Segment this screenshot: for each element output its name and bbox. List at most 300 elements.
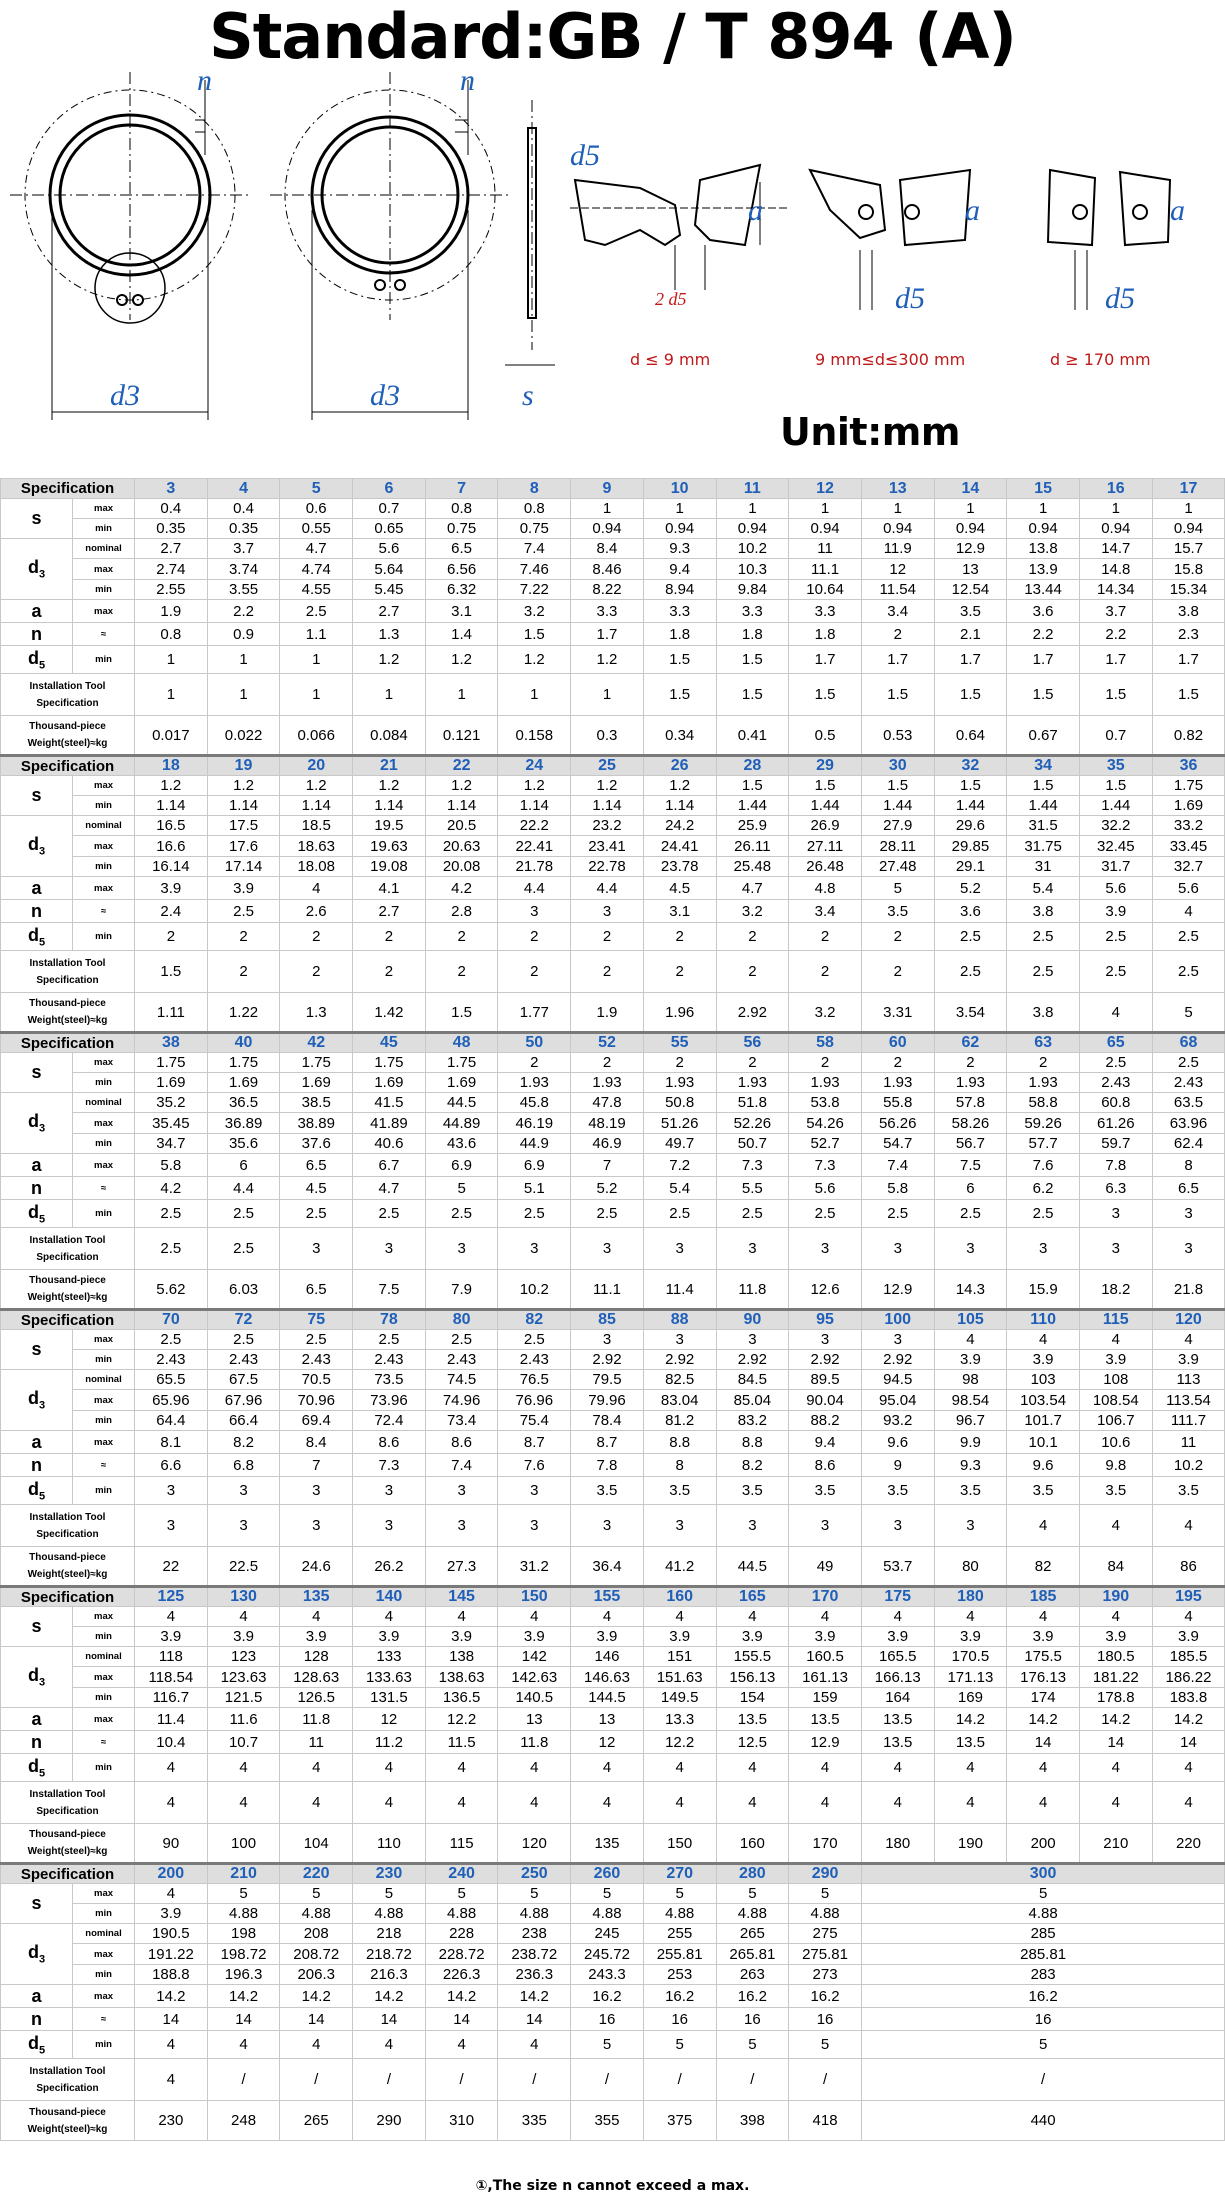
table-cell: 3.5 bbox=[1079, 1477, 1152, 1505]
table-cell: 0.67 bbox=[1007, 716, 1080, 756]
sub-min: min bbox=[73, 1134, 135, 1154]
table-cell: 3.9 bbox=[643, 1627, 716, 1647]
spec-value: 29 bbox=[789, 756, 862, 776]
fig-caption-large: d ≥ 170 mm bbox=[1050, 350, 1151, 369]
tool-label-line1: Installation Tool bbox=[29, 2065, 106, 2077]
table-cell: 171.13 bbox=[934, 1667, 1007, 1688]
table-cell: 3.5 bbox=[934, 1477, 1007, 1505]
spec-value: 3 bbox=[135, 479, 208, 499]
footnote: ①,The size n cannot exceed a max. bbox=[475, 2178, 750, 2194]
table-cell: 3 bbox=[135, 1505, 208, 1547]
table-cell: 2 bbox=[716, 1053, 789, 1073]
param-d5 bbox=[1, 1477, 73, 1505]
param-s-text: s bbox=[31, 785, 42, 805]
spec-value: 80 bbox=[425, 1310, 498, 1330]
table-cell: 150 bbox=[643, 1824, 716, 1864]
table-cell: 16.6 bbox=[135, 836, 208, 857]
table-cell: 7.4 bbox=[425, 1454, 498, 1477]
table-cell: 1.2 bbox=[571, 776, 644, 796]
table-cell: 53.7 bbox=[861, 1547, 934, 1587]
table-cell: 74.96 bbox=[425, 1390, 498, 1411]
param-d3-subscript: 3 bbox=[38, 1676, 46, 1689]
table-cell: 3.9 bbox=[1152, 1350, 1225, 1370]
row-d3_nom bbox=[1, 539, 1225, 559]
row-d3_max bbox=[1, 1667, 1225, 1688]
row-d3_min bbox=[1, 1688, 1225, 1708]
table-cell: 17.6 bbox=[207, 836, 280, 857]
table-cell: 2.5 bbox=[280, 600, 353, 623]
table-cell: 6.9 bbox=[498, 1154, 571, 1177]
table-cell: 5.8 bbox=[861, 1177, 934, 1200]
table-cell: 4 bbox=[643, 1607, 716, 1627]
spec-value: 95 bbox=[789, 1310, 862, 1330]
table-cell: 4 bbox=[425, 1782, 498, 1824]
table-cell: 1.14 bbox=[643, 796, 716, 816]
spec-value: 135 bbox=[280, 1587, 353, 1607]
weight-label bbox=[1, 1270, 135, 1310]
table-cell: 70.96 bbox=[280, 1390, 353, 1411]
weight-label bbox=[1, 1824, 135, 1864]
table-cell: 1.7 bbox=[1079, 646, 1152, 674]
table-cell: 1.2 bbox=[425, 776, 498, 796]
table-cell: 113.54 bbox=[1152, 1390, 1225, 1411]
table-cell: 1.5 bbox=[789, 776, 862, 796]
table-cell: 4 bbox=[280, 1607, 353, 1627]
param-d3-subscript: 3 bbox=[38, 1122, 46, 1135]
table-cell: 3.9 bbox=[1079, 900, 1152, 923]
spec-value: 78 bbox=[353, 1310, 426, 1330]
table-cell: 8.94 bbox=[643, 580, 716, 600]
table-cell: 5.4 bbox=[1007, 877, 1080, 900]
table-cell: 355 bbox=[571, 2101, 644, 2141]
param-a bbox=[1, 877, 73, 900]
table-cell: 2.5 bbox=[135, 1330, 208, 1350]
table-cell: 2.92 bbox=[861, 1350, 934, 1370]
table-cell: 26.48 bbox=[789, 857, 862, 877]
table-cell: 290 bbox=[353, 2101, 426, 2141]
table-cell: 2.5 bbox=[207, 900, 280, 923]
table-cell: 3 bbox=[861, 1505, 934, 1547]
sub-min: min bbox=[73, 2031, 135, 2059]
table-cell: 0.94 bbox=[571, 519, 644, 539]
spec-value: 34 bbox=[1007, 756, 1080, 776]
table-cell: 65.5 bbox=[135, 1370, 208, 1390]
table-cell: 47.8 bbox=[571, 1093, 644, 1113]
spec-value: 85 bbox=[571, 1310, 644, 1330]
table-cell: 41.2 bbox=[643, 1547, 716, 1587]
table-cell: 1.14 bbox=[280, 796, 353, 816]
sub-max: max bbox=[73, 1708, 135, 1731]
table-cell: 5 bbox=[861, 1884, 1224, 1904]
table-cell: 1.2 bbox=[207, 776, 280, 796]
table-cell: 4.1 bbox=[353, 877, 426, 900]
table-cell: 9.4 bbox=[789, 1431, 862, 1454]
table-cell: 1.69 bbox=[135, 1073, 208, 1093]
table-cell: 3.8 bbox=[1152, 600, 1225, 623]
table-cell: 19.63 bbox=[353, 836, 426, 857]
table-cell: 9.9 bbox=[934, 1431, 1007, 1454]
table-cell: 0.94 bbox=[789, 519, 862, 539]
table-cell: 4 bbox=[280, 877, 353, 900]
table-cell: 4.88 bbox=[716, 1904, 789, 1924]
table-cell: 48.19 bbox=[571, 1113, 644, 1134]
table-cell: 11.8 bbox=[498, 1731, 571, 1754]
table-cell: 8.7 bbox=[571, 1431, 644, 1454]
table-cell: 15.7 bbox=[1152, 539, 1225, 559]
table-cell: 51.8 bbox=[716, 1093, 789, 1113]
table-cell: 14.2 bbox=[1079, 1708, 1152, 1731]
table-cell: 14.2 bbox=[498, 1985, 571, 2008]
table-cell: 8.22 bbox=[571, 580, 644, 600]
table-cell: 13.5 bbox=[934, 1731, 1007, 1754]
row-n bbox=[1, 2008, 1225, 2031]
table-cell: 1 bbox=[1152, 499, 1225, 519]
param-d5-subscript: 5 bbox=[38, 1490, 46, 1503]
table-cell: 2 bbox=[207, 923, 280, 951]
table-cell: 52.26 bbox=[716, 1113, 789, 1134]
table-cell: 138.63 bbox=[425, 1667, 498, 1688]
table-cell: 2.5 bbox=[716, 1200, 789, 1228]
table-cell: 2 bbox=[571, 1053, 644, 1073]
table-cell: 18.2 bbox=[1079, 1270, 1152, 1310]
spec-value: 30 bbox=[861, 756, 934, 776]
row-d3_min bbox=[1, 1134, 1225, 1154]
table-cell: 2 bbox=[353, 951, 426, 993]
table-cell: 0.65 bbox=[353, 519, 426, 539]
table-cell: 18.63 bbox=[280, 836, 353, 857]
fig-label-a: a bbox=[748, 194, 763, 227]
table-cell: 11 bbox=[1152, 1431, 1225, 1454]
table-cell: 16.5 bbox=[135, 816, 208, 836]
table-cell: 1.5 bbox=[643, 646, 716, 674]
table-cell: 75.4 bbox=[498, 1411, 571, 1431]
row-s_min bbox=[1, 1073, 1225, 1093]
table-cell: 41.5 bbox=[353, 1093, 426, 1113]
table-cell: 5 bbox=[207, 1884, 280, 1904]
spec-value: 240 bbox=[425, 1864, 498, 1884]
table-cell: 44.5 bbox=[425, 1093, 498, 1113]
table-cell: 4 bbox=[1079, 1754, 1152, 1782]
table-cell: 5 bbox=[353, 1884, 426, 1904]
table-cell: 2.5 bbox=[571, 1200, 644, 1228]
table-cell: 142.63 bbox=[498, 1667, 571, 1688]
table-cell: 14 bbox=[353, 2008, 426, 2031]
table-cell: 7 bbox=[280, 1454, 353, 1477]
table-cell: 23.41 bbox=[571, 836, 644, 857]
sub-min: min bbox=[73, 1477, 135, 1505]
table-cell: 24.2 bbox=[643, 816, 716, 836]
table-cell: 61.26 bbox=[1079, 1113, 1152, 1134]
fig-label-d5: d5 bbox=[570, 139, 600, 172]
table-cell: 6.32 bbox=[425, 580, 498, 600]
table-cell: 1 bbox=[135, 674, 208, 716]
table-cell: 2.92 bbox=[716, 1350, 789, 1370]
tool-label-line2: Specification bbox=[36, 1805, 99, 1817]
table-cell: 13.5 bbox=[861, 1731, 934, 1754]
table-cell: 1.14 bbox=[498, 796, 571, 816]
table-cell: 0.53 bbox=[861, 716, 934, 756]
table-cell: 5 bbox=[861, 2031, 1224, 2059]
table-cell: 0.7 bbox=[353, 499, 426, 519]
table-cell: 3 bbox=[498, 1505, 571, 1547]
table-cell: 59.7 bbox=[1079, 1134, 1152, 1154]
row-a_max bbox=[1, 1708, 1225, 1731]
table-cell: 81.2 bbox=[643, 1411, 716, 1431]
table-cell: 3.4 bbox=[789, 900, 862, 923]
param-s-text: s bbox=[31, 1893, 42, 1913]
table-cell: 236.3 bbox=[498, 1965, 571, 1985]
table-cell: 136.5 bbox=[425, 1688, 498, 1708]
table-cell: 1.96 bbox=[643, 993, 716, 1033]
row-d3_nom bbox=[1, 816, 1225, 836]
table-cell: 11.1 bbox=[789, 559, 862, 580]
table-cell: 4 bbox=[425, 2031, 498, 2059]
weight-label bbox=[1, 993, 135, 1033]
table-cell: 25.48 bbox=[716, 857, 789, 877]
table-cell: 3.5 bbox=[716, 1477, 789, 1505]
table-cell: 29.85 bbox=[934, 836, 1007, 857]
table-cell: 98.54 bbox=[934, 1390, 1007, 1411]
table-cell: / bbox=[280, 2059, 353, 2101]
row-d3_max bbox=[1, 559, 1225, 580]
table-cell: 1.5 bbox=[643, 674, 716, 716]
table-cell: 1.8 bbox=[716, 623, 789, 646]
param-d3 bbox=[1, 1924, 73, 1985]
table-cell: 4 bbox=[280, 1754, 353, 1782]
weight-label-line2: Weight(steel)≈kg bbox=[27, 1569, 108, 1580]
table-cell: / bbox=[716, 2059, 789, 2101]
table-cell: 1.5 bbox=[861, 674, 934, 716]
spec-value: 56 bbox=[716, 1033, 789, 1053]
table-cell: 20.5 bbox=[425, 816, 498, 836]
table-cell: 3.9 bbox=[934, 1350, 1007, 1370]
table-cell: 4.88 bbox=[280, 1904, 353, 1924]
table-cell: 86 bbox=[1152, 1547, 1225, 1587]
table-cell: 3 bbox=[934, 1228, 1007, 1270]
table-cell: 16.2 bbox=[643, 1985, 716, 2008]
table-cell: 16 bbox=[571, 2008, 644, 2031]
table-cell: 11 bbox=[280, 1731, 353, 1754]
page-title: Standard:GB / T 894 (A) bbox=[209, 0, 1016, 73]
table-cell: 4 bbox=[1007, 1607, 1080, 1627]
table-cell: 4 bbox=[716, 1607, 789, 1627]
table-cell: 74.5 bbox=[425, 1370, 498, 1390]
table-cell: 4.4 bbox=[498, 877, 571, 900]
spec-label: Specification bbox=[1, 1587, 135, 1607]
table-cell: 2.3 bbox=[1152, 623, 1225, 646]
sub-nominal: nominal bbox=[73, 539, 135, 559]
table-cell: 146 bbox=[571, 1647, 644, 1667]
sub-nominal: nominal bbox=[73, 816, 135, 836]
fig-label-d3-2: d3 bbox=[370, 379, 400, 412]
table-cell: 24.6 bbox=[280, 1547, 353, 1587]
param-d3-text: d bbox=[27, 1111, 39, 1132]
table-cell: 2 bbox=[425, 923, 498, 951]
table-cell: 27.11 bbox=[789, 836, 862, 857]
table-cell: 9.8 bbox=[1079, 1454, 1152, 1477]
table-cell: 1 bbox=[1007, 499, 1080, 519]
table-cell: 2 bbox=[716, 951, 789, 993]
table-cell: 31.75 bbox=[1007, 836, 1080, 857]
sub-min: min bbox=[73, 1904, 135, 1924]
row-d5_min bbox=[1, 2031, 1225, 2059]
table-cell: 5.6 bbox=[1079, 877, 1152, 900]
table-cell: 3 bbox=[1007, 1228, 1080, 1270]
tool-label-line1: Installation Tool bbox=[29, 1788, 106, 1800]
table-cell: 1.5 bbox=[934, 674, 1007, 716]
table-cell: 180.5 bbox=[1079, 1647, 1152, 1667]
table-cell: 253 bbox=[643, 1965, 716, 1985]
table-cell: 1.75 bbox=[1152, 776, 1225, 796]
table-cell: 72.4 bbox=[353, 1411, 426, 1431]
table-cell: 14.34 bbox=[1079, 580, 1152, 600]
table-cell: 90.04 bbox=[789, 1390, 862, 1411]
table-cell: 19.5 bbox=[353, 816, 426, 836]
unit-label: Unit:mm bbox=[780, 410, 960, 454]
table-cell: 4 bbox=[498, 1607, 571, 1627]
table-cell: 5 bbox=[571, 2031, 644, 2059]
row-a_max bbox=[1, 1154, 1225, 1177]
table-cell: 82.5 bbox=[643, 1370, 716, 1390]
table-cell: 1.75 bbox=[425, 1053, 498, 1073]
table-cell: 4 bbox=[571, 1607, 644, 1627]
table-cell: 32.7 bbox=[1152, 857, 1225, 877]
table-cell: 3.55 bbox=[207, 580, 280, 600]
table-cell: 27.3 bbox=[425, 1547, 498, 1587]
sub-nominal: nominal bbox=[73, 1924, 135, 1944]
table-cell: 1 bbox=[861, 499, 934, 519]
table-cell: 79.96 bbox=[571, 1390, 644, 1411]
table-cell: 3 bbox=[934, 1505, 1007, 1547]
table-cell: 28.11 bbox=[861, 836, 934, 857]
table-cell: 10.2 bbox=[1152, 1454, 1225, 1477]
table-cell: 4 bbox=[643, 1754, 716, 1782]
param-d3-text: d bbox=[27, 1388, 39, 1409]
sub-min: min bbox=[73, 1688, 135, 1708]
table-cell: 4 bbox=[498, 2031, 571, 2059]
row-d3_min bbox=[1, 1965, 1225, 1985]
table-cell: 1.5 bbox=[1007, 674, 1080, 716]
table-cell: 12.9 bbox=[861, 1270, 934, 1310]
table-cell: 285.81 bbox=[861, 1944, 1224, 1965]
spec-value: 28 bbox=[716, 756, 789, 776]
table-cell: 4.4 bbox=[207, 1177, 280, 1200]
table-cell: 2.5 bbox=[1007, 951, 1080, 993]
table-cell: 3.7 bbox=[207, 539, 280, 559]
weight-label-line1: Thousand-piece bbox=[29, 998, 106, 1009]
sub-min: min bbox=[73, 796, 135, 816]
table-cell: 4 bbox=[1152, 1505, 1225, 1547]
spec-value: 62 bbox=[934, 1033, 1007, 1053]
sub-nominal: nominal bbox=[73, 1647, 135, 1667]
table-cell: 1.11 bbox=[135, 993, 208, 1033]
table-cell: 65.96 bbox=[135, 1390, 208, 1411]
table-cell: 49 bbox=[789, 1547, 862, 1587]
table-cell: 10.4 bbox=[135, 1731, 208, 1754]
spec-value: 110 bbox=[1007, 1310, 1080, 1330]
ring-side-view bbox=[505, 100, 555, 365]
table-cell: 63.96 bbox=[1152, 1113, 1225, 1134]
table-cell: 1.5 bbox=[1007, 776, 1080, 796]
table-cell: 8 bbox=[643, 1454, 716, 1477]
table-cell: 10.1 bbox=[1007, 1431, 1080, 1454]
table-cell: 440 bbox=[861, 2101, 1224, 2141]
param-n bbox=[1, 623, 73, 646]
table-cell: 2.5 bbox=[135, 1228, 208, 1270]
param-d5 bbox=[1, 646, 73, 674]
table-cell: 1.2 bbox=[498, 646, 571, 674]
table-cell: 255 bbox=[643, 1924, 716, 1944]
table-cell: 2 bbox=[207, 951, 280, 993]
table-cell: 3 bbox=[498, 900, 571, 923]
table-cell: 2.43 bbox=[425, 1350, 498, 1370]
table-cell: 11.8 bbox=[716, 1270, 789, 1310]
table-cell: 85.04 bbox=[716, 1390, 789, 1411]
table-cell: 8.1 bbox=[135, 1431, 208, 1454]
table-cell: 116.7 bbox=[135, 1688, 208, 1708]
table-cell: 1.5 bbox=[1152, 674, 1225, 716]
weight-label bbox=[1, 2101, 135, 2141]
table-cell: 2 bbox=[280, 951, 353, 993]
table-cell: 1.69 bbox=[425, 1073, 498, 1093]
table-cell: 13.5 bbox=[789, 1708, 862, 1731]
table-cell: 10.7 bbox=[207, 1731, 280, 1754]
table-cell: / bbox=[353, 2059, 426, 2101]
spec-value: 22 bbox=[425, 756, 498, 776]
row-s_max bbox=[1, 1607, 1225, 1627]
table-cell: 12.54 bbox=[934, 580, 1007, 600]
row-tool bbox=[1, 2059, 1225, 2101]
table-cell: 3 bbox=[425, 1228, 498, 1270]
table-cell: 36.89 bbox=[207, 1113, 280, 1134]
table-cell: 2 bbox=[716, 923, 789, 951]
weight-label-line1: Thousand-piece bbox=[29, 721, 106, 732]
table-cell: 14 bbox=[1152, 1731, 1225, 1754]
table-cell: 3 bbox=[861, 1228, 934, 1270]
table-cell: 1.44 bbox=[1079, 796, 1152, 816]
table-cell: 8.6 bbox=[789, 1454, 862, 1477]
spec-value: 155 bbox=[571, 1587, 644, 1607]
table-cell: 2.5 bbox=[1007, 1200, 1080, 1228]
sub-approx: ≈ bbox=[73, 1731, 135, 1754]
table-cell: 2 bbox=[643, 951, 716, 993]
table-cell: 23.78 bbox=[643, 857, 716, 877]
table-cell: 169 bbox=[934, 1688, 1007, 1708]
spec-value: 115 bbox=[1079, 1310, 1152, 1330]
table-cell: 16 bbox=[789, 2008, 862, 2031]
spec-value: 130 bbox=[207, 1587, 280, 1607]
row-n bbox=[1, 1731, 1225, 1754]
table-cell: 123.63 bbox=[207, 1667, 280, 1688]
spec-value: 5 bbox=[280, 479, 353, 499]
param-s-text: s bbox=[31, 1616, 42, 1636]
table-cell: 10.2 bbox=[498, 1270, 571, 1310]
table-cell: 23.2 bbox=[571, 816, 644, 836]
lug-detail-small bbox=[570, 165, 790, 290]
table-cell: 115 bbox=[425, 1824, 498, 1864]
sub-max: max bbox=[73, 1390, 135, 1411]
param-n bbox=[1, 1731, 73, 1754]
table-cell: 186.22 bbox=[1152, 1667, 1225, 1688]
table-cell: 76.96 bbox=[498, 1390, 571, 1411]
table-cell: 2 bbox=[498, 951, 571, 993]
tool-label-line2: Specification bbox=[36, 974, 99, 986]
row-spec bbox=[1, 479, 1225, 499]
table-cell: 100 bbox=[207, 1824, 280, 1864]
table-cell: 3.31 bbox=[861, 993, 934, 1033]
param-s-text: s bbox=[31, 1339, 42, 1359]
table-cell: 218 bbox=[353, 1924, 426, 1944]
